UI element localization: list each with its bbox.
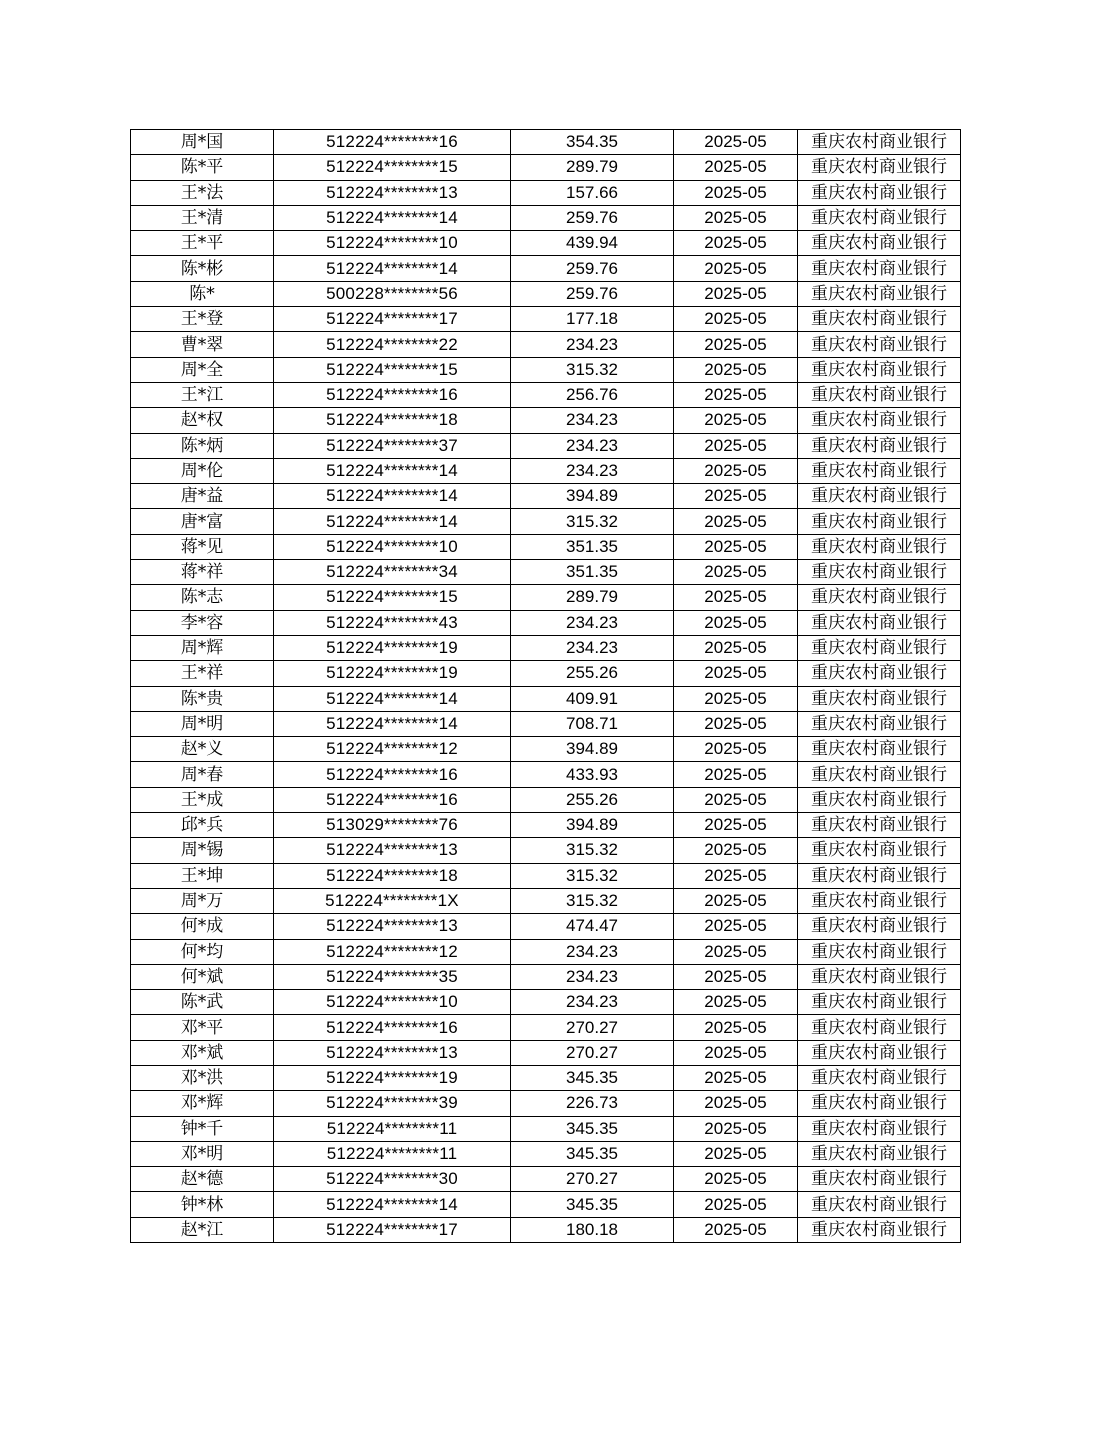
id-number-cell: 512224********34 [274,560,511,585]
bank-cell: 重庆农村商业银行 [798,635,961,660]
table-row [131,534,961,559]
bank-cell: 重庆农村商业银行 [798,762,961,787]
bank-cell: 重庆农村商业银行 [798,231,961,256]
period-cell: 2025-05 [674,585,798,610]
bank-cell: 重庆农村商业银行 [798,382,961,407]
bank-cell: 重庆农村商业银行 [798,863,961,888]
amount-cell: 157.66 [511,180,674,205]
period-cell: 2025-05 [674,231,798,256]
bank-cell: 重庆农村商业银行 [798,1065,961,1090]
table-row [131,382,961,407]
id-number-cell: 512224********12 [274,939,511,964]
id-number-cell: 512224********14 [274,711,511,736]
table-row [131,433,961,458]
id-number-cell: 512224********16 [274,1015,511,1040]
bank-cell: 重庆农村商业银行 [798,1217,961,1242]
bank-cell: 重庆农村商业银行 [798,914,961,939]
name-cell: 周*辉 [131,635,274,660]
name-cell: 邓*明 [131,1141,274,1166]
amount-cell: 351.35 [511,534,674,559]
id-number-cell: 512224********19 [274,635,511,660]
table-row [131,205,961,230]
table-row [131,256,961,281]
name-cell: 王*江 [131,382,274,407]
amount-cell: 315.32 [511,863,674,888]
bank-cell: 重庆农村商业银行 [798,1040,961,1065]
period-cell: 2025-05 [674,1040,798,1065]
name-cell: 唐*富 [131,509,274,534]
id-number-cell: 512224********43 [274,610,511,635]
amount-cell: 394.89 [511,484,674,509]
id-number-cell: 512224********10 [274,990,511,1015]
name-cell: 王*平 [131,231,274,256]
id-number-cell: 512224********16 [274,382,511,407]
bank-cell: 重庆农村商业银行 [798,1015,961,1040]
name-cell: 王*坤 [131,863,274,888]
period-cell: 2025-05 [674,180,798,205]
bank-cell: 重庆农村商业银行 [798,661,961,686]
bank-cell: 重庆农村商业银行 [798,737,961,762]
bank-cell: 重庆农村商业银行 [798,509,961,534]
id-number-cell: 512224********11 [274,1141,511,1166]
bank-cell: 重庆农村商业银行 [798,155,961,180]
bank-cell: 重庆农村商业银行 [798,534,961,559]
name-cell: 王*祥 [131,661,274,686]
amount-cell: 439.94 [511,231,674,256]
table-row [131,560,961,585]
bank-cell: 重庆农村商业银行 [798,1116,961,1141]
amount-cell: 270.27 [511,1040,674,1065]
amount-cell: 289.79 [511,585,674,610]
period-cell: 2025-05 [674,408,798,433]
amount-cell: 234.23 [511,990,674,1015]
bank-cell: 重庆农村商业银行 [798,281,961,306]
id-number-cell: 512224********10 [274,534,511,559]
name-cell: 何*斌 [131,964,274,989]
name-cell: 周*伦 [131,458,274,483]
period-cell: 2025-05 [674,534,798,559]
amount-cell: 256.76 [511,382,674,407]
name-cell: 周*万 [131,888,274,913]
id-number-cell: 512224********14 [274,205,511,230]
bank-cell: 重庆农村商业银行 [798,686,961,711]
table-row [131,1141,961,1166]
name-cell: 邓*辉 [131,1091,274,1116]
amount-cell: 234.23 [511,964,674,989]
id-number-cell: 512224********13 [274,914,511,939]
bank-cell: 重庆农村商业银行 [798,990,961,1015]
table-row [131,838,961,863]
name-cell: 周*春 [131,762,274,787]
name-cell: 陈* [131,281,274,306]
id-number-cell: 513029********76 [274,813,511,838]
table-row [131,762,961,787]
id-number-cell: 512224********12 [274,737,511,762]
bank-cell: 重庆农村商业银行 [798,484,961,509]
name-cell: 王*成 [131,787,274,812]
table-row [131,737,961,762]
bank-cell: 重庆农村商业银行 [798,1091,961,1116]
name-cell: 陈*平 [131,155,274,180]
period-cell: 2025-05 [674,711,798,736]
bank-cell: 重庆农村商业银行 [798,357,961,382]
period-cell: 2025-05 [674,458,798,483]
amount-cell: 708.71 [511,711,674,736]
id-number-cell: 512224********17 [274,307,511,332]
table-row [131,1116,961,1141]
bank-cell: 重庆农村商业银行 [798,813,961,838]
name-cell: 钟*千 [131,1116,274,1141]
table-row [131,686,961,711]
name-cell: 陈*武 [131,990,274,1015]
id-number-cell: 512224********37 [274,433,511,458]
table-row [131,964,961,989]
table-body [131,130,961,1243]
table-row [131,990,961,1015]
bank-cell: 重庆农村商业银行 [798,1167,961,1192]
amount-cell: 315.32 [511,888,674,913]
id-number-cell: 512224********10 [274,231,511,256]
bank-cell: 重庆农村商业银行 [798,838,961,863]
table-row [131,509,961,534]
period-cell: 2025-05 [674,635,798,660]
table-row [131,914,961,939]
table-row [131,787,961,812]
period-cell: 2025-05 [674,863,798,888]
period-cell: 2025-05 [674,1167,798,1192]
id-number-cell: 512224********19 [274,661,511,686]
id-number-cell: 512224********17 [274,1217,511,1242]
bank-cell: 重庆农村商业银行 [798,560,961,585]
period-cell: 2025-05 [674,205,798,230]
name-cell: 邱*兵 [131,813,274,838]
name-cell: 赵*权 [131,408,274,433]
name-cell: 何*成 [131,914,274,939]
period-cell: 2025-05 [674,307,798,332]
period-cell: 2025-05 [674,1091,798,1116]
period-cell: 2025-05 [674,737,798,762]
table-row [131,635,961,660]
amount-cell: 270.27 [511,1167,674,1192]
table-row [131,610,961,635]
bank-cell: 重庆农村商业银行 [798,1192,961,1217]
id-number-cell: 512224********18 [274,408,511,433]
table-row [131,458,961,483]
id-number-cell: 512224********22 [274,332,511,357]
amount-cell: 259.76 [511,205,674,230]
amount-cell: 433.93 [511,762,674,787]
id-number-cell: 512224********13 [274,180,511,205]
amount-cell: 345.35 [511,1141,674,1166]
name-cell: 陈*志 [131,585,274,610]
table-row [131,484,961,509]
period-cell: 2025-05 [674,281,798,306]
name-cell: 赵*江 [131,1217,274,1242]
amount-cell: 394.89 [511,737,674,762]
name-cell: 李*容 [131,610,274,635]
table-row [131,1091,961,1116]
amount-cell: 180.18 [511,1217,674,1242]
amount-cell: 315.32 [511,838,674,863]
bank-cell: 重庆农村商业银行 [798,256,961,281]
bank-cell: 重庆农村商业银行 [798,130,961,155]
id-number-cell: 512224********14 [274,686,511,711]
period-cell: 2025-05 [674,939,798,964]
table-row [131,1040,961,1065]
table-row [131,1217,961,1242]
amount-cell: 315.32 [511,509,674,534]
period-cell: 2025-05 [674,357,798,382]
table-row [131,281,961,306]
id-number-cell: 512224********39 [274,1091,511,1116]
id-number-cell: 512224********13 [274,1040,511,1065]
name-cell: 蒋*见 [131,534,274,559]
table-row [131,231,961,256]
name-cell: 曹*翠 [131,332,274,357]
id-number-cell: 512224********15 [274,357,511,382]
id-number-cell: 512224********11 [274,1116,511,1141]
period-cell: 2025-05 [674,661,798,686]
amount-cell: 474.47 [511,914,674,939]
table-row [131,1192,961,1217]
amount-cell: 259.76 [511,281,674,306]
name-cell: 周*国 [131,130,274,155]
table-row [131,130,961,155]
table-row [131,1167,961,1192]
name-cell: 邓*平 [131,1015,274,1040]
table-row [131,711,961,736]
bank-cell: 重庆农村商业银行 [798,610,961,635]
id-number-cell: 512224********15 [274,155,511,180]
period-cell: 2025-05 [674,1217,798,1242]
amount-cell: 354.35 [511,130,674,155]
name-cell: 赵*义 [131,737,274,762]
id-number-cell: 512224********15 [274,585,511,610]
amount-cell: 234.23 [511,458,674,483]
period-cell: 2025-05 [674,1065,798,1090]
amount-cell: 345.35 [511,1192,674,1217]
period-cell: 2025-05 [674,484,798,509]
amount-cell: 234.23 [511,332,674,357]
period-cell: 2025-05 [674,888,798,913]
amount-cell: 259.76 [511,256,674,281]
table-row [131,1015,961,1040]
period-cell: 2025-05 [674,838,798,863]
period-cell: 2025-05 [674,560,798,585]
name-cell: 唐*益 [131,484,274,509]
amount-cell: 234.23 [511,939,674,964]
name-cell: 周*明 [131,711,274,736]
bank-cell: 重庆农村商业银行 [798,458,961,483]
id-number-cell: 512224********14 [274,1192,511,1217]
amount-cell: 345.35 [511,1116,674,1141]
amount-cell: 234.23 [511,610,674,635]
table-row [131,888,961,913]
name-cell: 周*全 [131,357,274,382]
bank-cell: 重庆农村商业银行 [798,888,961,913]
amount-cell: 394.89 [511,813,674,838]
id-number-cell: 500228********56 [274,281,511,306]
name-cell: 周*锡 [131,838,274,863]
amount-cell: 270.27 [511,1015,674,1040]
bank-cell: 重庆农村商业银行 [798,787,961,812]
name-cell: 何*均 [131,939,274,964]
table-row [131,585,961,610]
period-cell: 2025-05 [674,1015,798,1040]
table-row [131,813,961,838]
id-number-cell: 512224********16 [274,130,511,155]
period-cell: 2025-05 [674,610,798,635]
period-cell: 2025-05 [674,433,798,458]
table-row [131,1065,961,1090]
table-row [131,939,961,964]
period-cell: 2025-05 [674,964,798,989]
period-cell: 2025-05 [674,686,798,711]
bank-cell: 重庆农村商业银行 [798,408,961,433]
name-cell: 邓*洪 [131,1065,274,1090]
period-cell: 2025-05 [674,990,798,1015]
amount-cell: 289.79 [511,155,674,180]
bank-cell: 重庆农村商业银行 [798,332,961,357]
id-number-cell: 512224********14 [274,256,511,281]
name-cell: 赵*德 [131,1167,274,1192]
period-cell: 2025-05 [674,256,798,281]
id-number-cell: 512224********16 [274,762,511,787]
period-cell: 2025-05 [674,382,798,407]
table-row [131,661,961,686]
id-number-cell: 512224********14 [274,509,511,534]
table-row [131,863,961,888]
name-cell: 陈*贵 [131,686,274,711]
name-cell: 陈*炳 [131,433,274,458]
period-cell: 2025-05 [674,155,798,180]
table-row [131,332,961,357]
amount-cell: 345.35 [511,1065,674,1090]
period-cell: 2025-05 [674,130,798,155]
bank-cell: 重庆农村商业银行 [798,939,961,964]
name-cell: 王*登 [131,307,274,332]
bank-cell: 重庆农村商业银行 [798,711,961,736]
table-row [131,155,961,180]
name-cell: 王*清 [131,205,274,230]
period-cell: 2025-05 [674,1116,798,1141]
bank-cell: 重庆农村商业银行 [798,964,961,989]
amount-cell: 177.18 [511,307,674,332]
period-cell: 2025-05 [674,1192,798,1217]
id-number-cell: 512224********18 [274,863,511,888]
period-cell: 2025-05 [674,1141,798,1166]
amount-cell: 351.35 [511,560,674,585]
bank-cell: 重庆农村商业银行 [798,180,961,205]
table-row [131,357,961,382]
id-number-cell: 512224********35 [274,964,511,989]
amount-cell: 255.26 [511,661,674,686]
amount-cell: 234.23 [511,433,674,458]
amount-cell: 234.23 [511,635,674,660]
table-row [131,180,961,205]
bank-cell: 重庆农村商业银行 [798,205,961,230]
name-cell: 邓*斌 [131,1040,274,1065]
name-cell: 王*法 [131,180,274,205]
name-cell: 钟*林 [131,1192,274,1217]
amount-cell: 234.23 [511,408,674,433]
name-cell: 陈*彬 [131,256,274,281]
id-number-cell: 512224********14 [274,458,511,483]
id-number-cell: 512224********14 [274,484,511,509]
amount-cell: 255.26 [511,787,674,812]
table-row [131,307,961,332]
period-cell: 2025-05 [674,813,798,838]
period-cell: 2025-05 [674,332,798,357]
period-cell: 2025-05 [674,762,798,787]
id-number-cell: 512224********16 [274,787,511,812]
id-number-cell: 512224********1X [274,888,511,913]
bank-cell: 重庆农村商业银行 [798,307,961,332]
amount-cell: 226.73 [511,1091,674,1116]
amount-cell: 409.91 [511,686,674,711]
id-number-cell: 512224********19 [274,1065,511,1090]
bank-cell: 重庆农村商业银行 [798,433,961,458]
id-number-cell: 512224********13 [274,838,511,863]
period-cell: 2025-05 [674,509,798,534]
period-cell: 2025-05 [674,787,798,812]
bank-cell: 重庆农村商业银行 [798,1141,961,1166]
name-cell: 蒋*祥 [131,560,274,585]
table-row [131,408,961,433]
amount-cell: 315.32 [511,357,674,382]
bank-cell: 重庆农村商业银行 [798,585,961,610]
id-number-cell: 512224********30 [274,1167,511,1192]
subsidy-roster-table [130,129,961,1243]
period-cell: 2025-05 [674,914,798,939]
